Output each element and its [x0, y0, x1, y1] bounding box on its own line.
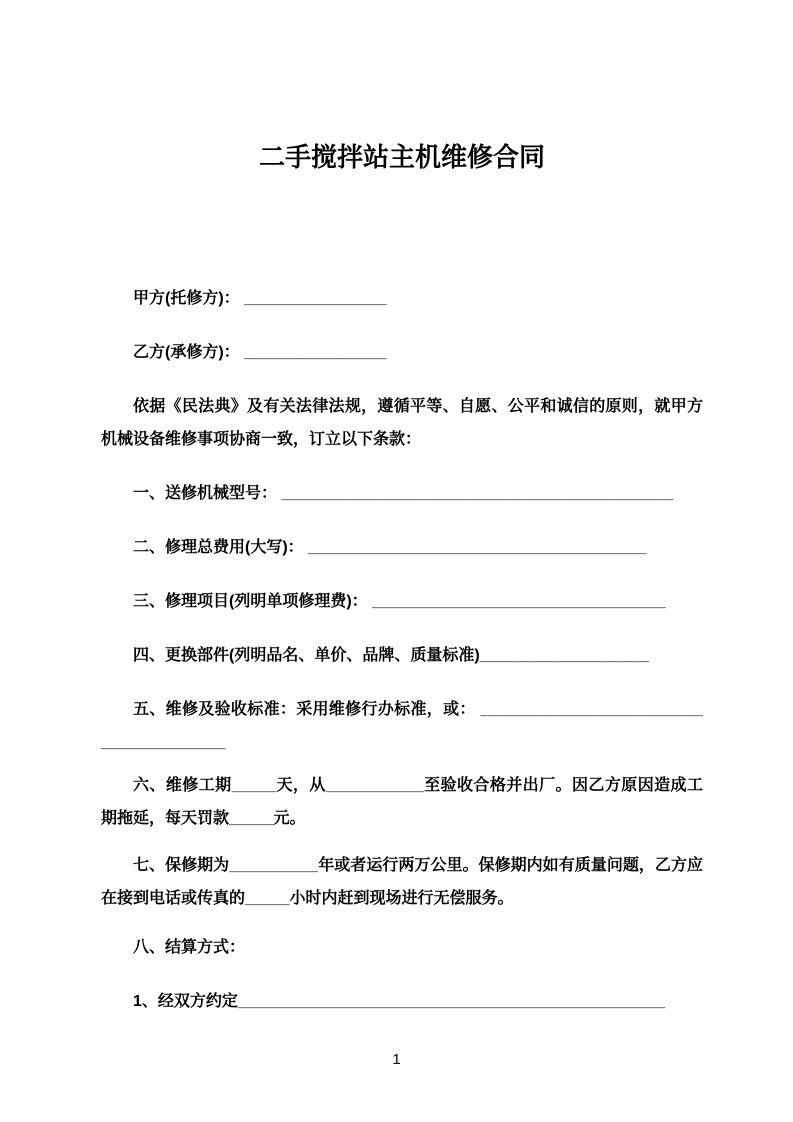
settlement-item-1: 1、经双方约定________________________________________________: [133, 993, 666, 1010]
party-b-line: 乙方(承修方)： ________________: [133, 344, 387, 361]
preamble-paragraph: 依据《民法典》及有关法律法规，遵循平等、自愿、公平和诚信的原则，就甲方机械设备维修事项协商一致，订立以下条款：: [101, 398, 703, 448]
clause-3-repair-items: 三、修理项目(列明单项修理费)： _________________________________: [133, 593, 666, 610]
clause-2-total-repair-fee: 二、修理总费用(大写)： ______________________________________: [133, 539, 647, 556]
clause-8-settlement-method: 八、结算方式：: [133, 939, 246, 956]
clause-1-machine-model: 一、送修机械型号： ____________________________________________: [133, 485, 673, 502]
clause-5-acceptance-standard: 五、维修及验收标准：采用维修行办标准，或： _______________________________________: [101, 701, 703, 751]
document-title: 二手搅拌站主机维修合同: [258, 142, 545, 172]
clause-7-warranty: 七、保修期为__________年或者运行两万公里。保修期内如有质量问题，乙方应在接到电话或传真的_____小时内赶到现场进行无偿服务。: [101, 857, 703, 907]
clause-6-repair-period: 六、维修工期_____天，从___________至验收合格并出厂。因乙方原因造成工期拖延，每天罚款_____元。: [101, 777, 703, 827]
page-number: 1: [392, 1051, 401, 1068]
clause-4-replacement-parts: 四、更换部件(列明品名、单价、品牌、质量标准)___________________: [133, 647, 649, 664]
party-a-line: 甲方(托修方)： ________________: [133, 290, 387, 307]
